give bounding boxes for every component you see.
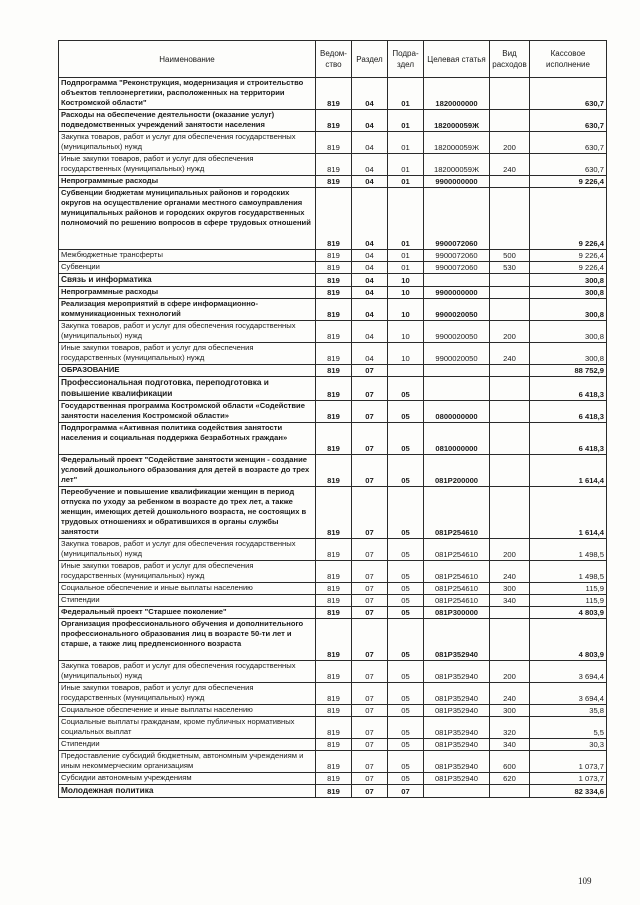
budget-document-page [58, 40, 606, 798]
row-department-cell: 819 [316, 423, 352, 455]
row-expense-type-cell: 530 [490, 262, 530, 274]
row-target-article-cell: 081P352940 [424, 705, 490, 717]
row-target-article-cell: 0800000000 [424, 401, 490, 423]
row-section-cell: 04 [352, 176, 388, 188]
row-target-article-cell: 081P352940 [424, 717, 490, 739]
row-name-cell: Иные закупки товаров, работ и услуг для обеспечения государственных (муниципальных) нужд [59, 561, 316, 583]
row-department-cell: 819 [316, 785, 352, 798]
row-expense-type-cell: 200 [490, 539, 530, 561]
row-section-cell: 07 [352, 717, 388, 739]
row-cash-execution-cell: 630,7 [530, 78, 607, 110]
row-name-cell: Закупка товаров, работ и услуг для обеспечения государственных (муниципальных) нужд [59, 321, 316, 343]
row-expense-type-cell [490, 619, 530, 661]
table-row [59, 401, 607, 423]
row-department-cell: 819 [316, 751, 352, 773]
row-target-article-cell: 081P352940 [424, 619, 490, 661]
row-name-cell: Связь и информатика [59, 274, 316, 287]
table-row [59, 595, 607, 607]
row-target-article-cell [424, 377, 490, 401]
row-department-cell: 819 [316, 401, 352, 423]
table-row [59, 739, 607, 751]
row-department-cell: 819 [316, 595, 352, 607]
row-cash-execution-cell: 1 073,7 [530, 751, 607, 773]
row-section-cell: 07 [352, 739, 388, 751]
row-name-cell: Непрограммные расходы [59, 287, 316, 299]
row-expense-type-cell [490, 401, 530, 423]
row-cash-execution-cell: 1 073,7 [530, 773, 607, 785]
row-expense-type-cell: 200 [490, 321, 530, 343]
row-department-cell: 819 [316, 287, 352, 299]
row-expense-type-cell [490, 365, 530, 377]
row-name-cell: Государственная программа Костромской области «Содействие занятости населения Костромской области» [59, 401, 316, 423]
row-name-cell: Иные закупки товаров, работ и услуг для обеспечения государственных (муниципальных) нужд [59, 154, 316, 176]
header-expense-type: Вид расходов [490, 41, 530, 78]
table-row [59, 455, 607, 487]
row-department-cell: 819 [316, 455, 352, 487]
row-name-cell: Предоставление субсидий бюджетным, автономным учреждениям и иным некоммерческим организациям [59, 751, 316, 773]
row-expense-type-cell: 240 [490, 683, 530, 705]
row-name-cell: Межбюджетные трансферты [59, 250, 316, 262]
table-row [59, 377, 607, 401]
row-target-article-cell [424, 274, 490, 287]
row-expense-type-cell: 300 [490, 583, 530, 595]
row-name-cell: Закупка товаров, работ и услуг для обеспечения государственных (муниципальных) нужд [59, 539, 316, 561]
row-subsection-cell: 01 [388, 262, 424, 274]
row-section-cell: 04 [352, 78, 388, 110]
row-department-cell: 819 [316, 250, 352, 262]
row-cash-execution-cell: 88 752,9 [530, 365, 607, 377]
row-target-article-cell: 9900000000 [424, 287, 490, 299]
row-name-cell: Расходы на обеспечение деятельности (оказание услуг) подведомственных учреждений занятости населения [59, 110, 316, 132]
row-cash-execution-cell: 1 614,4 [530, 455, 607, 487]
row-name-cell: Подпрограмма «Активная политика содействия занятости населения и социальная поддержка безработных граждан» [59, 423, 316, 455]
row-subsection-cell: 05 [388, 717, 424, 739]
row-subsection-cell: 05 [388, 401, 424, 423]
row-name-cell: Социальное обеспечение и иные выплаты населению [59, 705, 316, 717]
header-target-article: Целевая статья [424, 41, 490, 78]
row-subsection-cell: 05 [388, 739, 424, 751]
row-name-cell: Закупка товаров, работ и услуг для обеспечения государственных (муниципальных) нужд [59, 661, 316, 683]
row-subsection-cell: 10 [388, 287, 424, 299]
row-department-cell: 819 [316, 321, 352, 343]
row-subsection-cell: 10 [388, 274, 424, 287]
row-target-article-cell: 1820000000 [424, 78, 490, 110]
table-row [59, 705, 607, 717]
row-expense-type-cell [490, 78, 530, 110]
row-cash-execution-cell: 4 803,9 [530, 619, 607, 661]
row-subsection-cell: 05 [388, 561, 424, 583]
row-section-cell: 07 [352, 377, 388, 401]
row-name-cell: Стипендии [59, 595, 316, 607]
row-expense-type-cell [490, 274, 530, 287]
row-target-article-cell: 081P254610 [424, 583, 490, 595]
row-name-cell: Субвенции бюджетам муниципальных районов и городских округов на осуществление органами местного самоуправления муниципальных районов и городских округов государственных полномочий по решению вопросов в сфере трудовых отношений [59, 188, 316, 250]
row-expense-type-cell: 340 [490, 739, 530, 751]
row-cash-execution-cell: 9 226,4 [530, 250, 607, 262]
row-expense-type-cell [490, 487, 530, 539]
row-cash-execution-cell: 9 226,4 [530, 262, 607, 274]
row-department-cell: 819 [316, 132, 352, 154]
row-section-cell: 07 [352, 423, 388, 455]
row-name-cell: Переобучение и повышение квалификации женщин в период отпуска по уходу за ребенком в возрасте до трех лет, а также женщин, имеющих детей дошкольного возраста, не состоящих в трудовых отношениях и обратившихся в органы службы занятости [59, 487, 316, 539]
row-cash-execution-cell: 115,9 [530, 595, 607, 607]
row-department-cell: 819 [316, 607, 352, 619]
row-department-cell: 819 [316, 343, 352, 365]
table-row [59, 619, 607, 661]
row-department-cell: 819 [316, 739, 352, 751]
row-section-cell: 04 [352, 188, 388, 250]
row-expense-type-cell [490, 299, 530, 321]
row-section-cell: 07 [352, 583, 388, 595]
row-section-cell: 04 [352, 321, 388, 343]
row-cash-execution-cell: 1 614,4 [530, 487, 607, 539]
row-subsection-cell: 05 [388, 683, 424, 705]
budget-execution-table [58, 40, 607, 798]
row-target-article-cell: 081P254610 [424, 487, 490, 539]
row-expense-type-cell [490, 423, 530, 455]
row-subsection-cell: 05 [388, 751, 424, 773]
row-name-cell: Молодежная политика [59, 785, 316, 798]
row-expense-type-cell: 240 [490, 154, 530, 176]
row-expense-type-cell: 620 [490, 773, 530, 785]
table-header-row [59, 41, 607, 78]
row-section-cell: 07 [352, 487, 388, 539]
table-row [59, 661, 607, 683]
row-target-article-cell: 9900072060 [424, 188, 490, 250]
table-row [59, 683, 607, 705]
row-department-cell: 819 [316, 262, 352, 274]
row-subsection-cell: 05 [388, 619, 424, 661]
row-target-article-cell: 182000059Ж [424, 110, 490, 132]
table-row [59, 78, 607, 110]
header-cash-execution: Кассовое исполнение [530, 41, 607, 78]
row-target-article-cell: 9900020050 [424, 299, 490, 321]
row-expense-type-cell [490, 110, 530, 132]
row-section-cell: 07 [352, 607, 388, 619]
row-target-article-cell: 182000059Ж [424, 132, 490, 154]
row-target-article-cell [424, 785, 490, 798]
row-subsection-cell: 10 [388, 343, 424, 365]
table-row [59, 321, 607, 343]
table-row [59, 188, 607, 250]
row-subsection-cell: 10 [388, 321, 424, 343]
row-expense-type-cell: 600 [490, 751, 530, 773]
row-cash-execution-cell: 630,7 [530, 110, 607, 132]
row-subsection-cell: 05 [388, 423, 424, 455]
row-subsection-cell: 07 [388, 785, 424, 798]
row-subsection-cell: 01 [388, 78, 424, 110]
row-section-cell: 07 [352, 595, 388, 607]
table-row [59, 299, 607, 321]
row-section-cell: 04 [352, 299, 388, 321]
row-department-cell: 819 [316, 583, 352, 595]
row-cash-execution-cell: 9 226,4 [530, 176, 607, 188]
table-row [59, 262, 607, 274]
row-subsection-cell: 10 [388, 299, 424, 321]
row-name-cell: Федеральный проект "Старшее поколение" [59, 607, 316, 619]
row-expense-type-cell: 240 [490, 561, 530, 583]
row-subsection-cell: 01 [388, 154, 424, 176]
row-cash-execution-cell: 630,7 [530, 132, 607, 154]
table-row [59, 423, 607, 455]
row-cash-execution-cell: 82 334,6 [530, 785, 607, 798]
row-target-article-cell: 9900072060 [424, 262, 490, 274]
row-section-cell: 07 [352, 785, 388, 798]
row-department-cell: 819 [316, 773, 352, 785]
row-expense-type-cell: 300 [490, 705, 530, 717]
row-cash-execution-cell: 4 803,9 [530, 607, 607, 619]
table-row [59, 773, 607, 785]
row-target-article-cell: 081P254610 [424, 561, 490, 583]
row-name-cell: Профессиональная подготовка, переподготовка и повышение квалификации [59, 377, 316, 401]
row-department-cell: 819 [316, 619, 352, 661]
row-target-article-cell: 081P352940 [424, 661, 490, 683]
row-department-cell: 819 [316, 365, 352, 377]
table-row [59, 717, 607, 739]
row-expense-type-cell [490, 785, 530, 798]
header-section: Раздел [352, 41, 388, 78]
row-name-cell: Субвенции [59, 262, 316, 274]
table-row [59, 343, 607, 365]
row-expense-type-cell [490, 188, 530, 250]
row-name-cell: Социальные выплаты гражданам, кроме публичных нормативных социальных выплат [59, 717, 316, 739]
row-section-cell: 04 [352, 262, 388, 274]
row-expense-type-cell [490, 455, 530, 487]
header-department: Ведом-ство [316, 41, 352, 78]
row-cash-execution-cell: 9 226,4 [530, 188, 607, 250]
table-row [59, 785, 607, 798]
row-target-article-cell: 9900000000 [424, 176, 490, 188]
row-cash-execution-cell: 5,5 [530, 717, 607, 739]
table-row [59, 176, 607, 188]
row-cash-execution-cell: 1 498,5 [530, 561, 607, 583]
row-subsection-cell: 05 [388, 607, 424, 619]
row-name-cell: Непрограммные расходы [59, 176, 316, 188]
row-section-cell: 04 [352, 132, 388, 154]
row-cash-execution-cell: 300,8 [530, 287, 607, 299]
row-cash-execution-cell: 30,3 [530, 739, 607, 751]
row-section-cell: 07 [352, 661, 388, 683]
row-cash-execution-cell: 35,8 [530, 705, 607, 717]
row-section-cell: 07 [352, 365, 388, 377]
header-name: Наименование [59, 41, 316, 78]
page-number: 109 [578, 876, 592, 886]
row-subsection-cell: 01 [388, 250, 424, 262]
row-target-article-cell: 081P254610 [424, 539, 490, 561]
row-department-cell: 819 [316, 188, 352, 250]
row-cash-execution-cell: 300,8 [530, 299, 607, 321]
row-cash-execution-cell: 6 418,3 [530, 377, 607, 401]
row-target-article-cell: 081P352940 [424, 773, 490, 785]
row-section-cell: 04 [352, 343, 388, 365]
row-department-cell: 819 [316, 377, 352, 401]
row-expense-type-cell: 200 [490, 132, 530, 154]
table-row [59, 365, 607, 377]
row-subsection-cell: 05 [388, 595, 424, 607]
row-department-cell: 819 [316, 154, 352, 176]
row-target-article-cell: 081P254610 [424, 595, 490, 607]
row-section-cell: 07 [352, 401, 388, 423]
row-department-cell: 819 [316, 299, 352, 321]
row-name-cell: Реализация мероприятий в сфере информационно-коммуникационных технологий [59, 299, 316, 321]
row-section-cell: 04 [352, 250, 388, 262]
table-row [59, 539, 607, 561]
row-expense-type-cell [490, 287, 530, 299]
row-subsection-cell: 05 [388, 455, 424, 487]
row-department-cell: 819 [316, 683, 352, 705]
row-section-cell: 07 [352, 455, 388, 487]
row-expense-type-cell: 500 [490, 250, 530, 262]
row-section-cell: 07 [352, 539, 388, 561]
row-subsection-cell: 05 [388, 583, 424, 595]
row-department-cell: 819 [316, 487, 352, 539]
table-row [59, 132, 607, 154]
row-target-article-cell: 081P352940 [424, 739, 490, 751]
row-department-cell: 819 [316, 539, 352, 561]
row-name-cell: Федеральный проект "Содействие занятости женщин - создание условий дошкольного образования для детей в возрасте до трех лет" [59, 455, 316, 487]
table-row [59, 250, 607, 262]
row-department-cell: 819 [316, 561, 352, 583]
table-row [59, 287, 607, 299]
row-subsection-cell: 01 [388, 110, 424, 132]
row-section-cell: 04 [352, 274, 388, 287]
row-subsection-cell: 05 [388, 661, 424, 683]
row-subsection-cell: 01 [388, 132, 424, 154]
row-section-cell: 07 [352, 773, 388, 785]
table-body [59, 78, 607, 798]
row-target-article-cell: 0810000000 [424, 423, 490, 455]
table-row [59, 154, 607, 176]
row-cash-execution-cell: 3 694,4 [530, 661, 607, 683]
row-cash-execution-cell: 3 694,4 [530, 683, 607, 705]
row-section-cell: 04 [352, 154, 388, 176]
row-cash-execution-cell: 1 498,5 [530, 539, 607, 561]
row-name-cell: ОБРАЗОВАНИЕ [59, 365, 316, 377]
table-row [59, 110, 607, 132]
row-cash-execution-cell: 6 418,3 [530, 423, 607, 455]
row-expense-type-cell: 340 [490, 595, 530, 607]
row-target-article-cell [424, 365, 490, 377]
row-section-cell: 04 [352, 287, 388, 299]
row-department-cell: 819 [316, 176, 352, 188]
row-subsection-cell: 05 [388, 773, 424, 785]
row-section-cell: 07 [352, 705, 388, 717]
row-name-cell: Социальное обеспечение и иные выплаты населению [59, 583, 316, 595]
row-department-cell: 819 [316, 717, 352, 739]
row-department-cell: 819 [316, 78, 352, 110]
row-expense-type-cell [490, 607, 530, 619]
row-subsection-cell: 05 [388, 487, 424, 539]
row-department-cell: 819 [316, 705, 352, 717]
row-name-cell: Иные закупки товаров, работ и услуг для обеспечения государственных (муниципальных) нужд [59, 343, 316, 365]
row-cash-execution-cell: 630,7 [530, 154, 607, 176]
row-subsection-cell [388, 365, 424, 377]
row-target-article-cell: 9900020050 [424, 343, 490, 365]
row-cash-execution-cell: 300,8 [530, 343, 607, 365]
row-name-cell: Подпрограмма "Реконструкция, модернизация и строительство объектов теплоэнергетики, расположенных на территории Костромской области" [59, 78, 316, 110]
table-row [59, 751, 607, 773]
row-expense-type-cell [490, 377, 530, 401]
table-row [59, 487, 607, 539]
table-row [59, 607, 607, 619]
row-expense-type-cell: 240 [490, 343, 530, 365]
row-section-cell: 07 [352, 561, 388, 583]
row-subsection-cell: 05 [388, 705, 424, 717]
row-name-cell: Закупка товаров, работ и услуг для обеспечения государственных (муниципальных) нужд [59, 132, 316, 154]
row-cash-execution-cell: 6 418,3 [530, 401, 607, 423]
row-expense-type-cell [490, 176, 530, 188]
row-expense-type-cell: 200 [490, 661, 530, 683]
row-target-article-cell: 081P200000 [424, 455, 490, 487]
table-row [59, 583, 607, 595]
header-subsection: Подра-здел [388, 41, 424, 78]
row-section-cell: 07 [352, 751, 388, 773]
row-target-article-cell: 9900072060 [424, 250, 490, 262]
row-section-cell: 07 [352, 683, 388, 705]
row-name-cell: Иные закупки товаров, работ и услуг для обеспечения государственных (муниципальных) нужд [59, 683, 316, 705]
row-target-article-cell: 081P352940 [424, 751, 490, 773]
row-cash-execution-cell: 300,8 [530, 321, 607, 343]
table-row [59, 274, 607, 287]
row-target-article-cell: 081P352940 [424, 683, 490, 705]
row-subsection-cell: 05 [388, 377, 424, 401]
row-name-cell: Организация профессионального обучения и дополнительного профессионального образования лиц в возрасте 50-ти лет и старше, а также лиц предпенсионного возраста [59, 619, 316, 661]
row-department-cell: 819 [316, 110, 352, 132]
table-row [59, 561, 607, 583]
row-cash-execution-cell: 115,9 [530, 583, 607, 595]
row-cash-execution-cell: 300,8 [530, 274, 607, 287]
row-target-article-cell: 182000059Ж [424, 154, 490, 176]
row-expense-type-cell: 320 [490, 717, 530, 739]
row-department-cell: 819 [316, 661, 352, 683]
row-section-cell: 07 [352, 619, 388, 661]
row-department-cell: 819 [316, 274, 352, 287]
row-name-cell: Субсидии автономным учреждениям [59, 773, 316, 785]
row-subsection-cell: 01 [388, 188, 424, 250]
row-name-cell: Стипендии [59, 739, 316, 751]
row-target-article-cell: 9900020050 [424, 321, 490, 343]
row-subsection-cell: 05 [388, 539, 424, 561]
row-subsection-cell: 01 [388, 176, 424, 188]
row-target-article-cell: 081P300000 [424, 607, 490, 619]
row-section-cell: 04 [352, 110, 388, 132]
